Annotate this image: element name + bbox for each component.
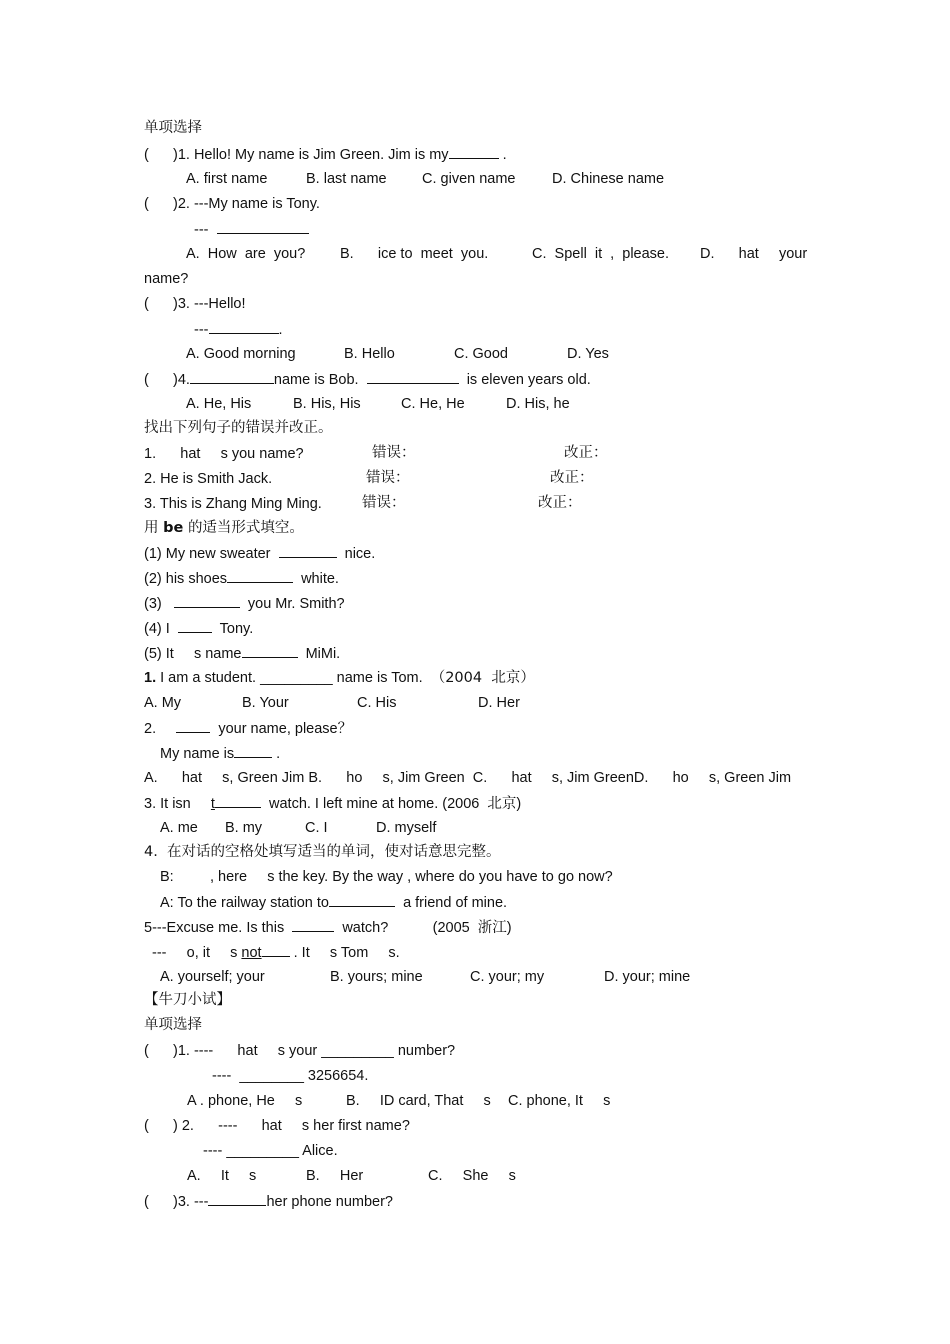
option: A. yourself; your <box>160 969 265 985</box>
option: A. first name <box>186 171 268 187</box>
correction-label: 改正： <box>550 470 594 486</box>
option: A. My <box>144 695 182 711</box>
error-sentence: 3. This is Zhang Ming Ming. <box>144 496 322 512</box>
section-heading: 单项选择 <box>144 1017 202 1033</box>
answer-blank[interactable] <box>178 619 212 633</box>
option: B. last name <box>306 171 387 187</box>
option: B. yours; mine <box>330 969 423 985</box>
dialog-line: A: To the railway station to a friend of mine. <box>160 895 508 911</box>
exam-question-5: 5---Excuse me. Is this watch? (2005 浙江) <box>144 920 512 936</box>
dialog-line: ---- ________ 3256654. <box>212 1068 369 1084</box>
option: D. hat your <box>700 246 808 262</box>
fill-item: (3) you Mr. Smith? <box>144 596 345 612</box>
fill-item: (4) I Tony. <box>144 621 254 637</box>
practice-question-3: ( )3. --- her phone number? <box>144 1194 394 1210</box>
answer-blank[interactable] <box>234 744 272 758</box>
answer-blank[interactable] <box>262 943 290 957</box>
option: B. Your <box>242 695 289 711</box>
error-label: 错误： <box>362 495 406 511</box>
answer-blank[interactable] <box>208 1192 266 1206</box>
option: C. She s <box>428 1168 516 1184</box>
question-1: ( )1. Hello! My name is Jim Green. Jim is my . <box>144 147 507 163</box>
option: D. Her <box>478 695 520 711</box>
option: D. your; mine <box>604 969 691 985</box>
error-sentence: 2. He is Smith Jack. <box>144 471 273 487</box>
answer-blank[interactable] <box>217 220 309 234</box>
option: D. His, he <box>506 396 570 412</box>
dialog-line: --- <box>194 220 309 239</box>
option: D. Chinese name <box>552 171 665 187</box>
option: C. Good <box>454 346 508 362</box>
options-row: A. hat s, Green Jim B. ho s, Jim Green C. hat s, Jim GreenD. ho s, Green Jim <box>144 770 792 786</box>
correction-label: 改正： <box>564 445 608 461</box>
question-4: ( )4. name is Bob. is eleven years old. <box>144 372 591 388</box>
question-2: ( )2. ---My name is Tony. <box>144 196 320 212</box>
dialog-line: B: , here s the key. By the way , where do you have to go now? <box>160 869 613 885</box>
dialog-line: My name is . <box>160 746 281 762</box>
fill-item: (2) his shoes white. <box>144 571 339 587</box>
exam-question-3: 3. It isn t watch. I left mine at home. (2006 北京) <box>144 796 522 812</box>
section-heading: 单项选择 <box>144 120 202 136</box>
dialog-line: ---- _________ Alice. <box>203 1143 338 1159</box>
error-sentence: 1. hat s you name? <box>144 446 304 462</box>
fill-item: (5) It s name MiMi. <box>144 646 341 662</box>
correction-label: 改正： <box>538 495 582 511</box>
option: C. phone, It s <box>508 1093 611 1109</box>
option: C. He, He <box>401 396 465 412</box>
exam-question-1: 1. I am a student. _________ name is Tom. （2004 北京） <box>144 670 535 686</box>
fill-item: (1) My new sweater nice. <box>144 546 376 562</box>
answer-blank[interactable] <box>209 320 279 334</box>
option: B. Hello <box>344 346 395 362</box>
answer-blank[interactable] <box>190 370 274 384</box>
answer-blank[interactable] <box>367 370 459 384</box>
error-label: 错误： <box>366 470 410 486</box>
option-continued: name? <box>144 271 189 287</box>
option: D. Yes <box>567 346 609 362</box>
option: B. His, His <box>293 396 361 412</box>
answer-blank[interactable] <box>215 794 261 808</box>
error-label: 错误： <box>372 445 416 461</box>
option: D. myself <box>376 820 437 836</box>
exam-question-2: 2. your name, please？ <box>144 721 353 737</box>
option: C. His <box>357 695 397 711</box>
answer-blank[interactable] <box>329 893 395 907</box>
practice-question-2: ( ) 2. ---- hat s her first name? <box>144 1118 410 1134</box>
answer-blank[interactable] <box>279 544 337 558</box>
answer-blank[interactable] <box>227 569 293 583</box>
option: C. your; my <box>470 969 545 985</box>
option: B. Her <box>306 1168 364 1184</box>
option: A. He, His <box>186 396 252 412</box>
dialog-line: --- . <box>194 322 283 338</box>
answer-blank[interactable] <box>242 644 298 658</box>
dialog-line: --- o, it s not . It s Tom s. <box>152 945 400 961</box>
answer-blank[interactable] <box>174 594 240 608</box>
option: B. ice to meet you. <box>340 246 489 262</box>
practice-question-1: ( )1. ---- hat s your _________ number? <box>144 1043 456 1059</box>
option: C. I <box>305 820 328 836</box>
answer-blank[interactable] <box>449 145 499 159</box>
option: A. It s <box>187 1168 257 1184</box>
option: A . phone, He s <box>187 1093 303 1109</box>
option: A. me <box>160 820 198 836</box>
option: A. Good morning <box>186 346 296 362</box>
question-3: ( )3. ---Hello! <box>144 296 246 312</box>
answer-blank[interactable] <box>292 918 334 932</box>
answer-blank[interactable] <box>176 719 210 733</box>
option: C. given name <box>422 171 516 187</box>
option: B. ID card, That s <box>346 1093 491 1109</box>
option: A. How are you? <box>186 246 306 262</box>
section-heading: 用 be 的适当形式填空。 <box>144 520 304 536</box>
section-heading: 找出下列句子的错误并改正。 <box>144 420 333 436</box>
option: B. my <box>225 820 263 836</box>
exam-question-4: 4. 在对话的空格处填写适当的单词，使对话意思完整。 <box>144 844 501 860</box>
section-heading: 【牛刀小试】 <box>144 992 231 1008</box>
option: C. Spell it , please. <box>532 246 670 262</box>
